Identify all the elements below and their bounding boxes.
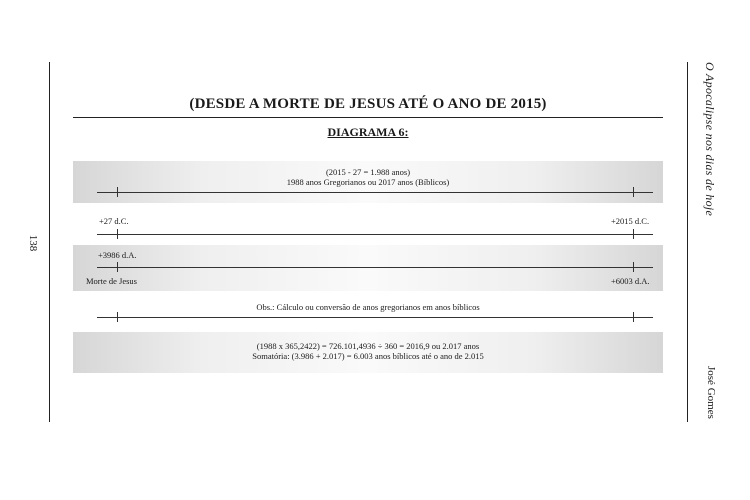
obs-note: Obs.: Cálculo ou conversão de anos gregorianos em anos bíblicos [256,302,480,312]
da-end-tick [633,262,634,272]
band1-start-tick [117,187,118,197]
dc-start-label: +27 d.C. [99,216,129,226]
band5-line-2: Somatória: (3.986 + 2.017) = 6.003 anos bíblicos até o ano de 2.015 [252,351,484,361]
da-end-label: +6003 d.A. [611,276,650,286]
dc-timeline [97,234,653,235]
diagram-label: DIAGRAMA 6: [327,125,409,139]
obs-end-tick [633,312,634,322]
obs-timeline [97,317,653,318]
da-start-tick [117,262,118,272]
dc-start-tick [117,229,118,239]
running-book-title: O Apocalipse nos dias de hoje [703,62,717,217]
dc-end-tick [633,229,634,239]
dc-end-label: +2015 d.C. [611,216,650,226]
page-title: (DESDE A MORTE DE JESUS ATÉ O ANO DE 2015) [189,96,547,112]
page-number: 138 [27,234,39,252]
band1-end-tick [633,187,634,197]
da-start-label: +3986 d.A. [98,250,137,260]
band1-line-1: (2015 - 27 = 1.988 anos) [325,167,411,177]
da-timeline [97,267,653,268]
da-band [73,245,663,291]
right-margin-rule [687,62,688,422]
left-margin-rule [49,62,50,422]
band1-timeline [97,192,653,193]
band1-line-2: 1988 anos Gregorianos ou 2017 anos (Bíblicos) [286,177,450,187]
title-divider [73,117,663,118]
obs-start-tick [117,312,118,322]
running-author-name: José Gomes [705,366,717,419]
band5-line-1: (1988 x 365,2422) = 726.101,4936 ÷ 360 = 2016,9 ou 2.017 anos [256,341,480,351]
da-start-caption: Morte de Jesus [86,276,137,286]
